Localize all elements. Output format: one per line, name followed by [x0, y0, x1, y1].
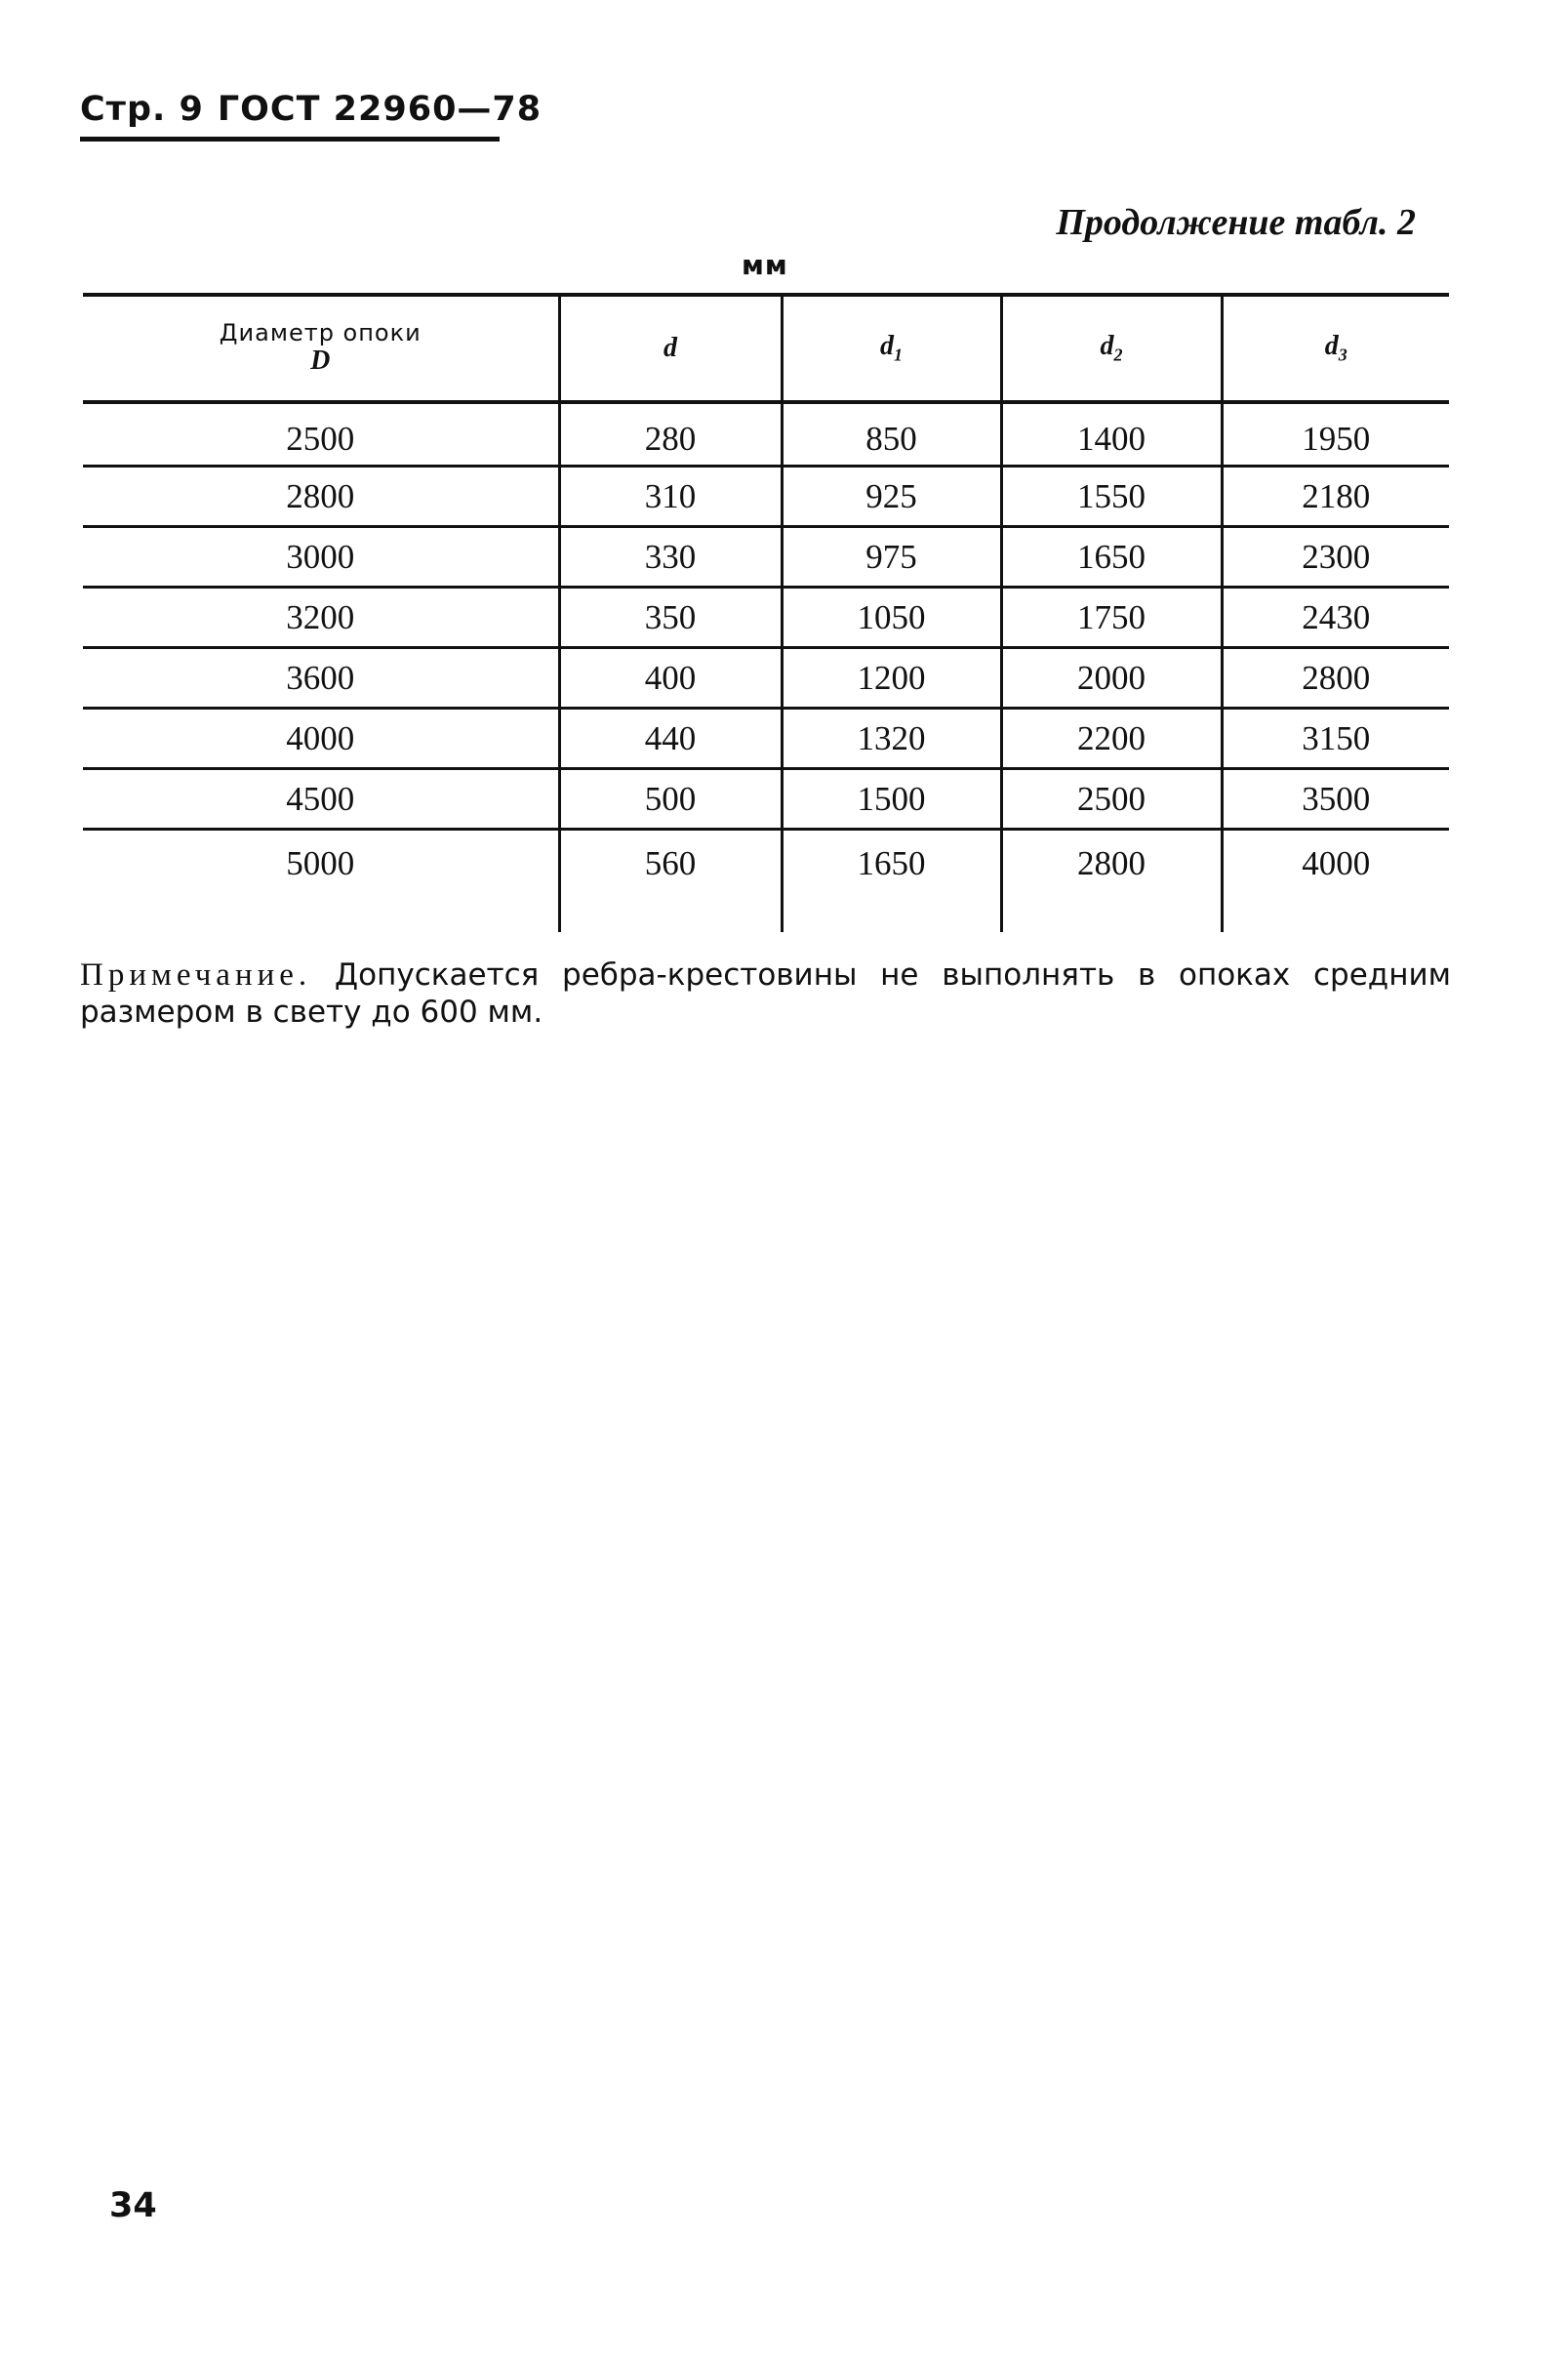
- cell-D: 2500: [83, 402, 559, 467]
- cell-D: 3000: [83, 527, 559, 588]
- column-header-D: [83, 295, 559, 402]
- cell-D: 2800: [83, 467, 559, 527]
- table-caption: Продолжение табл. 2: [1056, 202, 1416, 243]
- column-header-d1: [782, 295, 1001, 402]
- cell-D: 4500: [83, 769, 559, 830]
- column-header-d1-symbol: $d_1$: [880, 331, 903, 365]
- units-label: мм: [742, 249, 788, 281]
- page-number: 34: [109, 2186, 157, 2225]
- cell-d: 330: [559, 527, 782, 588]
- table-note: [80, 956, 1451, 1031]
- column-header-D-symbol: D: [310, 346, 331, 376]
- table-row: [83, 402, 1449, 467]
- cell-d1: 1500: [782, 769, 1001, 830]
- column-header-d2: [1001, 295, 1222, 402]
- standard-designation: ГОСТ 22960—78: [217, 90, 543, 129]
- cell-d: 350: [559, 588, 782, 648]
- cell-d: 500: [559, 769, 782, 830]
- cell-d2: 1650: [1001, 527, 1222, 588]
- table-row: [83, 709, 1449, 769]
- cell-D: 3200: [83, 588, 559, 648]
- dimensions-table: [83, 293, 1449, 932]
- cell-d3: 2430: [1222, 588, 1449, 648]
- cell-d1: 975: [782, 527, 1001, 588]
- cell-d3: 1950: [1222, 402, 1449, 467]
- cell-d1: 1320: [782, 709, 1001, 769]
- column-header-d: [559, 295, 782, 402]
- column-header-d3: [1222, 295, 1449, 402]
- cell-d1: 850: [782, 402, 1001, 467]
- cell-d: 400: [559, 648, 782, 709]
- dimensions-table-wrapper: [83, 293, 1449, 932]
- cell-d: 440: [559, 709, 782, 769]
- cell-d: 280: [559, 402, 782, 467]
- cell-d1: 1650: [782, 830, 1001, 933]
- cell-d3: 2180: [1222, 467, 1449, 527]
- note-text: Допускается ребра-крестовины не выполнять в опоках средним размером в свету до 600 мм.: [80, 957, 1452, 1030]
- cell-d2: 2500: [1001, 769, 1222, 830]
- cell-d2: 2000: [1001, 648, 1222, 709]
- table-row: [83, 588, 1449, 648]
- cell-d2: 1550: [1001, 467, 1222, 527]
- column-header-d3-symbol: $d_3$: [1324, 331, 1347, 365]
- cell-d: 560: [559, 830, 782, 933]
- table-row: [83, 830, 1449, 933]
- table-row: [83, 769, 1449, 830]
- cell-d1: 1200: [782, 648, 1001, 709]
- note-label: Примечание.: [80, 957, 312, 993]
- table-header-row: [83, 295, 1449, 402]
- cell-d3: 2800: [1222, 648, 1449, 709]
- page-header: [80, 90, 543, 142]
- cell-d2: 1750: [1001, 588, 1222, 648]
- cell-d: 310: [559, 467, 782, 527]
- cell-D: 5000: [286, 844, 355, 882]
- cell-d3: 4000: [1222, 830, 1449, 933]
- column-header-D-label: Диаметр опоки: [219, 319, 422, 346]
- column-header-d-symbol: d: [663, 333, 677, 363]
- table-row: [83, 527, 1449, 588]
- cell-d3: 2300: [1222, 527, 1449, 588]
- cell-d1: 1050: [782, 588, 1001, 648]
- cell-D: 4000: [83, 709, 559, 769]
- table-row: [83, 467, 1449, 527]
- table-row: [83, 648, 1449, 709]
- column-header-d2-symbol: $d_2$: [1100, 331, 1123, 365]
- cell-D: 3600: [83, 648, 559, 709]
- cell-d2: 2800: [1001, 830, 1222, 933]
- cell-d2: 1400: [1001, 402, 1222, 467]
- cell-d3: 3500: [1222, 769, 1449, 830]
- cell-d3: 3150: [1222, 709, 1449, 769]
- cell-d2: 2200: [1001, 709, 1222, 769]
- cell-d1: 925: [782, 467, 1001, 527]
- page-label: Стр. 9: [80, 90, 204, 129]
